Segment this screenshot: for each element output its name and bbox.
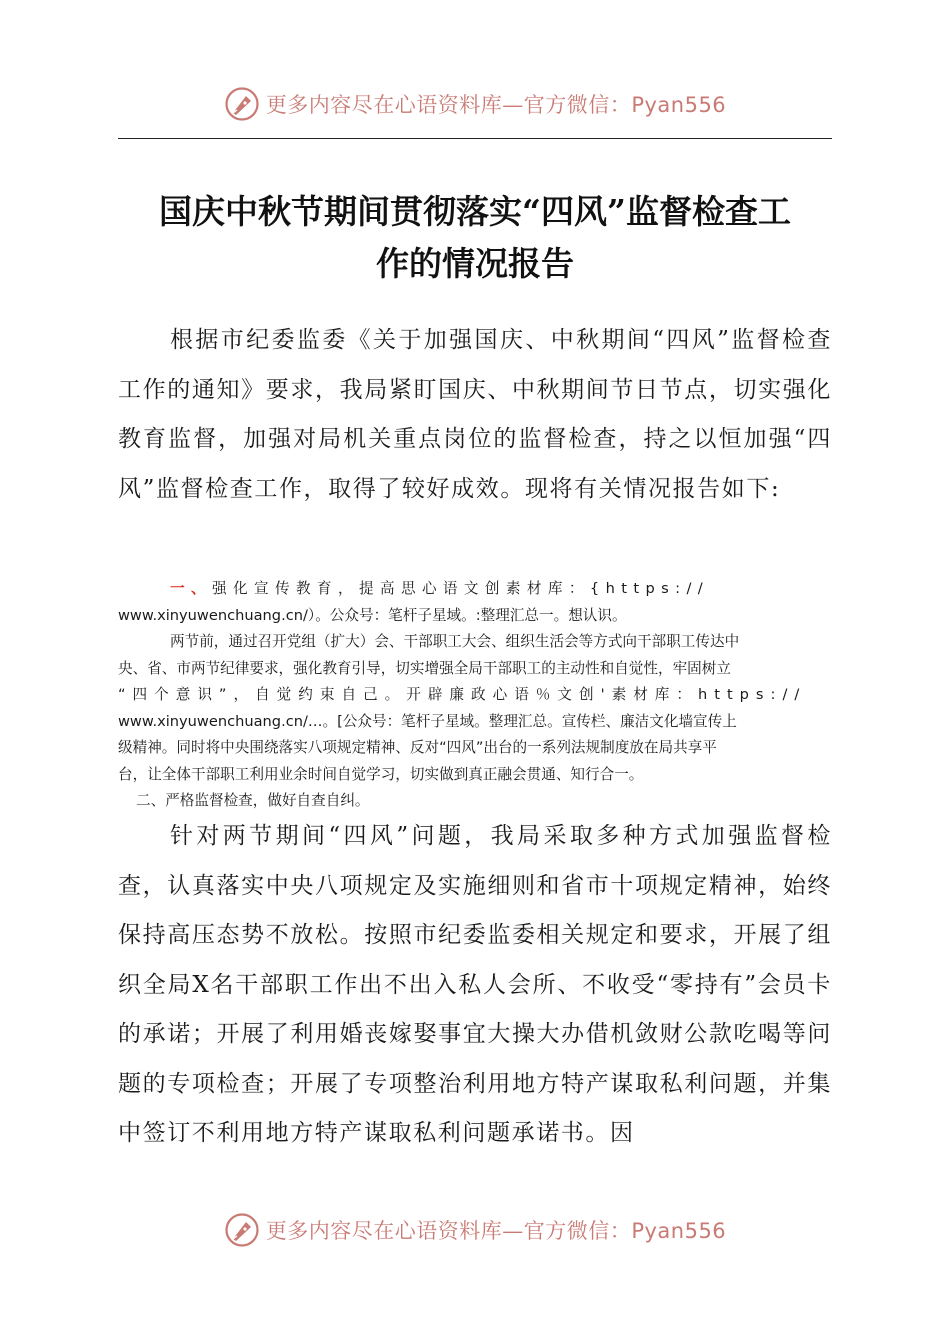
title-line-1: 国庆中秋节期间贯彻落实“四风”监督检查工 — [159, 192, 791, 231]
wechat-account: Pyan556 — [631, 93, 727, 117]
header-banner — [0, 82, 950, 126]
wechat-account: Pyan556 — [631, 1219, 727, 1243]
section-1-number: 一、 — [170, 580, 212, 597]
footer-banner — [0, 1208, 950, 1252]
section-1-heading-cont: www.xinyuwenchuang.cn/）。公众号：笔杆子星域。:整理汇总一。想认识。 — [118, 606, 627, 624]
section-1-body-line: 台，让全体干部职工利用业余时间自觉学习，切实做到真正融会贯通、知行合一。 — [118, 765, 644, 783]
banner-text: 更多内容尽在心语资料库—官方微信：Pyan556 — [265, 1219, 727, 1243]
section-2-paragraph: 针对两节期间“四风”问题，我局采取多种方式加强监督检查，认真落实中央八项规定及实施细则和省市十项规定精神，始终保持高压态势不放松。按照市纪委监委相关规定和要求，开展了组织全局X名干部职工作出不出入私人会所、不收受“零持有”会员卡的承诺；开展了利用婚丧嫁娶事宜大操大办借机敛财公款吃喝等问题的专项检查；开展了专项整治利用地方特产谋取私利问题，并集中签订不利用地方特产谋取私利问题承诺书。因 — [118, 823, 832, 1146]
page-title — [118, 186, 832, 290]
section-1-body-line: “四个意识”，自觉约束自己。开辟廉政心语％文创'素材库：https:// — [118, 686, 807, 703]
pen-nib-logo-icon — [224, 1212, 260, 1248]
section-1-body-line: 两节前，通过召开党组（扩大）会、干部职工大会、组织生活会等方式向干部职工传达中 — [170, 633, 740, 650]
section-1 — [118, 576, 832, 815]
section-1-heading: 强化宣传教育，提高思心语文创素材库：{https:// — [212, 580, 710, 597]
intro-paragraph: 根据市纪委监委《关于加强国庆、中秋期间“四风”监督检查工作的通知》要求，我局紧盯国庆、中秋期间节日节点，切实强化教育监督，加强对局机关重点岗位的监督检查，持之以恒加强“四风”监督检查工作，取得了较好成效。现将有关情况报告如下: — [118, 327, 832, 502]
banner-text: 更多内容尽在心语资料库—官方微信：Pyan556 — [265, 93, 727, 117]
section-1-heading-line — [118, 576, 832, 603]
section-1-body-line: www.xinyuwenchuang.cn/…。[公众号：笔杆子星域。整理汇总。宣传栏、廉洁文化墙宣传上 — [118, 712, 737, 730]
section-1-body-line: 级精神。同时将中央围绕落实八项规定精神、反对“四风”出台的一系列法规制度放在局共享平 — [118, 739, 717, 756]
section-1-body-line: 央、省、市两节纪律要求，强化教育引导，切实增强全局干部职工的主动性和自觉性，牢固树立 — [118, 659, 731, 677]
pen-nib-logo-icon — [224, 86, 260, 122]
section-2-heading: 二、严格监督检查，做好自查自纠。 — [136, 792, 370, 809]
title-line-2: 作的情况报告 — [376, 244, 574, 283]
header-divider — [118, 138, 832, 139]
